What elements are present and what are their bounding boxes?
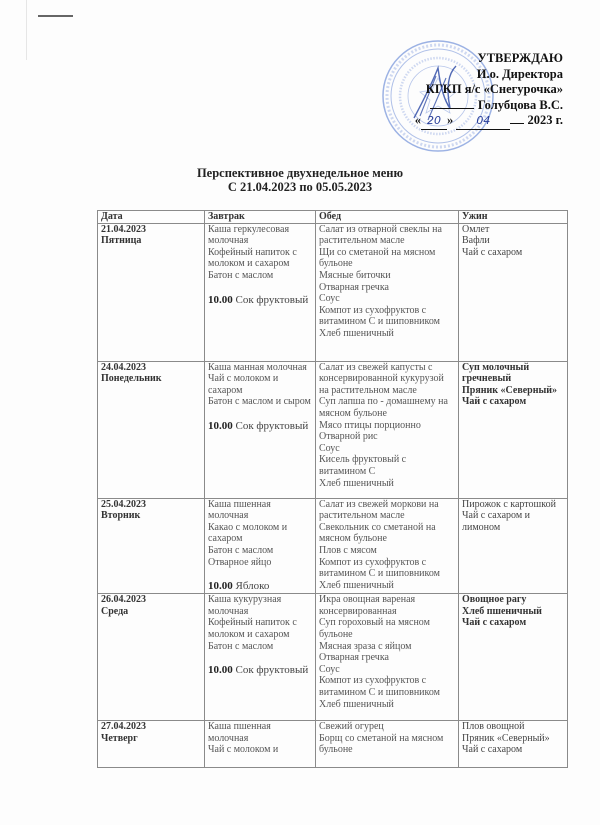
dinner-item: Плов овощной xyxy=(462,721,525,733)
breakfast-item: Каша кукурузная молочная xyxy=(208,594,282,617)
day-date: 21.04.2023 xyxy=(101,223,146,235)
lunch-item: Компот из сухофруктов с витамином С и шиповником xyxy=(319,304,441,328)
lunch-item: Хлеб пшеничный xyxy=(319,579,394,591)
breakfast-item: Батон с маслом xyxy=(208,544,274,556)
lunch-item: Отварной рис xyxy=(319,431,378,443)
breakfast-item: Каша пшенная молочная xyxy=(208,721,271,744)
lunch-item: Салат из отварной свеклы на растительном масле xyxy=(319,223,442,247)
date-cell xyxy=(98,223,205,361)
lunch-item: Салат из свежей капусты с консервированной кукурузой на растительном масле xyxy=(319,361,444,396)
approval-heading: УТВЕРЖДАЮ xyxy=(477,51,563,65)
day-date: 25.04.2023 xyxy=(101,498,146,510)
lunch-item: Борщ со сметаной на мясном бульоне xyxy=(319,732,444,756)
header-date: Дата xyxy=(98,211,205,224)
dinner-cell xyxy=(459,721,568,768)
table-row xyxy=(98,498,568,594)
lunch-item: Салат из свежей моркови на растительном масле xyxy=(319,498,439,522)
lunch-item: Компот из сухофруктов с витамином С и шиповником xyxy=(319,556,441,580)
breakfast-item: Кофейный напиток с молоком и сахаром xyxy=(208,617,297,640)
snack-name: Сок фруктовый xyxy=(235,664,309,677)
day-date: 26.04.2023 xyxy=(101,594,146,606)
snack-item xyxy=(208,294,312,307)
approver-name: Голубцова В.С. xyxy=(477,97,563,112)
dinner-item: Пряник «Северный» xyxy=(462,384,558,396)
dinner-item: Суп молочный гречневый xyxy=(462,361,530,385)
table-row xyxy=(98,361,568,498)
corner-mark xyxy=(38,15,73,17)
lunch-item: Суп гороховый на мясном бульоне xyxy=(319,617,430,640)
day-weekday: Пятница xyxy=(101,235,142,247)
dinner-item: Омлет xyxy=(462,223,490,235)
day-weekday: Вторник xyxy=(101,510,141,522)
scan-edge-line xyxy=(26,0,27,60)
lunch-item: Свежий огурец xyxy=(319,721,384,733)
breakfast-item: Каша пшенная молочная xyxy=(208,498,271,522)
date-cell xyxy=(98,721,205,768)
day-date: 24.04.2023 xyxy=(101,361,146,373)
lunch-item: Мясные биточки xyxy=(319,269,391,281)
dinner-item: Чай с сахаром xyxy=(462,246,523,258)
dinner-cell xyxy=(459,594,568,721)
day-date: 27.04.2023 xyxy=(101,721,146,733)
snack-name: Сок фруктовый xyxy=(235,419,309,432)
lunch-item: Икра овощная вареная консервированная xyxy=(319,594,416,617)
breakfast-item: Чай с молоком и xyxy=(208,744,279,756)
header-dinner: Ужин xyxy=(459,211,568,224)
dinner-item: Вафли xyxy=(462,235,490,247)
date-cell xyxy=(98,361,205,498)
dinner-cell xyxy=(459,223,568,361)
lunch-item: Мясо птицы порционно xyxy=(319,419,421,431)
dinner-item: Чай с сахаром xyxy=(462,396,527,408)
lunch-cell xyxy=(316,361,459,498)
title-line: Перспективное двухнедельное меню xyxy=(196,166,404,180)
breakfast-item: Чай с молоком и сахаром xyxy=(208,373,279,396)
breakfast-item: Батон с маслом xyxy=(208,269,274,281)
lunch-item: Мясная зраза с яйцом xyxy=(319,640,412,652)
title-period: С 21.04.2023 по 05.05.2023 xyxy=(227,180,373,194)
approval-year: 2023 г. xyxy=(527,113,563,127)
snack-item xyxy=(208,580,312,593)
lunch-item: Соус xyxy=(319,442,340,454)
dinner-item: Чай с сахаром xyxy=(462,617,527,629)
dinner-item: Пряник «Северный» xyxy=(462,732,550,744)
breakfast-item: Каша геркулесовая молочная xyxy=(208,223,290,247)
organization-name: КГКП я/с «Снегурочка» xyxy=(425,82,563,96)
lunch-item: Соус xyxy=(319,663,340,675)
lunch-item: Хлеб пшеничный xyxy=(319,698,394,710)
date-cell xyxy=(98,594,205,721)
lunch-item: Кисель фруктовый с витамином С xyxy=(319,454,407,477)
approver-position: И.о. Директора xyxy=(476,66,563,81)
lunch-item: Плов с мясом xyxy=(319,544,377,556)
lunch-item: Компот из сухофруктов с витамином С и шиповником xyxy=(319,675,441,698)
dinner-item: Овощное рагу xyxy=(462,594,527,606)
snack-time: 10.00 xyxy=(208,419,233,432)
snack-time: 10.00 xyxy=(208,293,233,306)
menu-table xyxy=(97,210,568,768)
day-weekday: Среда xyxy=(101,605,129,617)
signature-line xyxy=(430,108,474,109)
breakfast-cell xyxy=(205,361,316,498)
dinner-item: Чай с сахаром и лимоном xyxy=(462,510,531,533)
approval-month: 04 xyxy=(456,113,510,130)
snack-name: Яблоко xyxy=(235,580,270,593)
date-cell xyxy=(98,498,205,594)
header-lunch: Обед xyxy=(316,211,459,224)
lunch-cell xyxy=(316,498,459,594)
snack-time: 10.00 xyxy=(208,664,233,677)
lunch-item: Отварная гречка xyxy=(319,652,389,664)
snack-item xyxy=(208,420,312,433)
snack-item xyxy=(208,664,312,677)
day-weekday: Четверг xyxy=(101,732,138,744)
breakfast-item: Каша манная молочная xyxy=(208,361,307,373)
lunch-item: Щи со сметаной на мясном бульоне xyxy=(319,246,436,270)
table-header-row xyxy=(98,211,568,224)
lunch-cell xyxy=(316,223,459,361)
breakfast-cell xyxy=(205,594,316,721)
dinner-cell xyxy=(459,498,568,594)
lunch-item: Соус xyxy=(319,293,340,305)
lunch-cell xyxy=(316,721,459,768)
lunch-item: Отварная гречка xyxy=(319,281,389,293)
breakfast-item: Батон с маслом и сыром xyxy=(208,396,311,408)
approval-date: « 20 » 04 2023 г. xyxy=(415,113,563,130)
breakfast-cell xyxy=(205,223,316,361)
dinner-item: Пирожок с картошкой xyxy=(462,498,556,510)
day-weekday: Понедельник xyxy=(101,373,162,385)
lunch-item: Свекольник со сметаной на мясном бульоне xyxy=(319,521,436,545)
breakfast-item: Отварное яйцо xyxy=(208,556,272,568)
breakfast-cell xyxy=(205,721,316,768)
dinner-cell xyxy=(459,361,568,498)
lunch-item: Хлеб пшеничный xyxy=(319,477,394,489)
snack-name: Сок фруктовый xyxy=(235,293,309,306)
dinner-item: Хлеб пшеничный xyxy=(462,605,542,617)
lunch-cell xyxy=(316,594,459,721)
breakfast-cell xyxy=(205,498,316,594)
table-row xyxy=(98,594,568,721)
table-row xyxy=(98,721,568,768)
approval-day: 20 xyxy=(421,113,447,130)
breakfast-item: Кофейный напиток с молоком и сахаром xyxy=(208,246,297,270)
header-breakfast: Завтрак xyxy=(205,211,316,224)
document-title xyxy=(0,166,600,194)
lunch-item: Суп лапша по - домашнему на мясном бульоне xyxy=(319,396,448,419)
dinner-item: Чай с сахаром xyxy=(462,744,523,756)
approval-block xyxy=(415,51,563,130)
breakfast-item: Какао с молоком и сахаром xyxy=(208,521,288,545)
snack-time: 10.00 xyxy=(208,580,233,593)
lunch-item: Хлеб пшеничный xyxy=(319,327,394,339)
breakfast-item: Батон с маслом xyxy=(208,640,274,652)
table-row xyxy=(98,223,568,361)
